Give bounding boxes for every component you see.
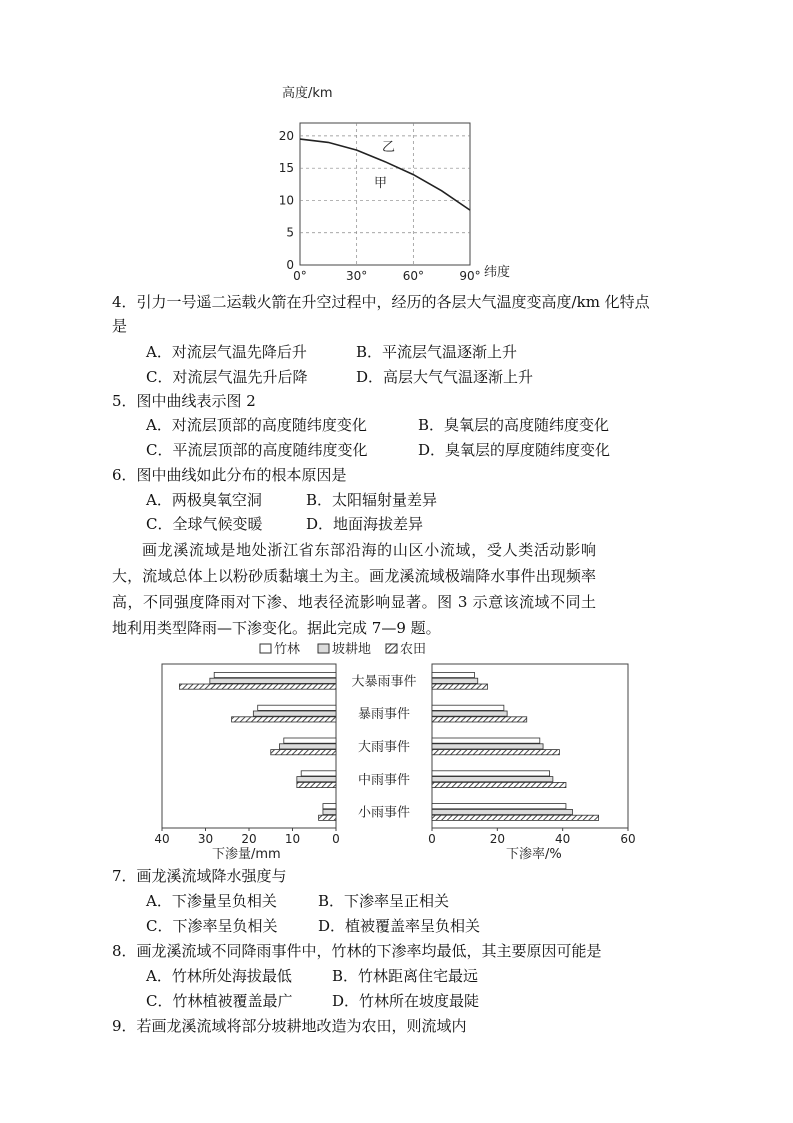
- fig3-legend: [260, 641, 426, 657]
- left-bar-坡耕地: [297, 777, 336, 782]
- right-bar-坡耕地: [432, 744, 543, 749]
- q7-options-row2: [146, 914, 480, 938]
- right-bar-坡耕地: [432, 809, 572, 814]
- fig2-xtick-label: 30°: [346, 269, 368, 283]
- q5-options-row2: [146, 438, 610, 462]
- q8-options-row2: [146, 989, 479, 1013]
- left-bar-坡耕地: [210, 678, 336, 683]
- q6-option-a: A．两极臭氧空洞: [146, 491, 262, 509]
- right-bar-竹林: [432, 672, 474, 677]
- q5-option-a: A．对流层顶部的高度随纬度变化: [146, 416, 367, 434]
- fig2-ticks: [279, 129, 481, 283]
- figure-2-line-chart: [270, 75, 530, 285]
- q4-options-row1: [146, 340, 517, 364]
- fig3-ticks: [154, 828, 635, 846]
- left-bar-农田: [319, 815, 336, 820]
- q5-option-b: B．臭氧层的高度随纬度变化: [418, 416, 610, 434]
- fig3-left-tick-label: 20: [241, 832, 257, 846]
- right-bar-竹林: [432, 738, 540, 743]
- figure-3-bar-chart: [150, 636, 650, 866]
- fig2-ylabel: 高度/km: [282, 86, 333, 101]
- left-bar-农田: [179, 684, 336, 689]
- left-bar-坡耕地: [253, 711, 336, 716]
- q7-options-row1: [146, 889, 449, 913]
- category-label-1: 大暴雨事件: [351, 674, 417, 690]
- q5-stem: 5．图中曲线表示图 2: [112, 392, 256, 410]
- q6-stem: 6．图中曲线如此分布的根本原因是: [112, 466, 347, 484]
- q6-options-row2: [146, 512, 423, 536]
- left-bar-竹林: [258, 705, 336, 710]
- left-bar-竹林: [301, 771, 336, 776]
- category-label-2: 暴雨事件: [357, 707, 411, 723]
- right-bar-农田: [432, 815, 599, 820]
- q4-option-d: D．高层大气气温逐渐上升: [356, 368, 534, 386]
- q6-options-row1: [146, 488, 437, 512]
- fig3-left-tick-label: 0: [332, 832, 340, 846]
- fig3-right-xlabel: 下渗率/%: [506, 847, 562, 862]
- q7-option-b: B．下渗率呈正相关: [318, 892, 450, 910]
- legend-swatch-2: [318, 644, 329, 653]
- q8-option-d: D．竹林所在坡度最陡: [332, 992, 480, 1010]
- fig2-xlabel: 纬度: [484, 265, 511, 280]
- left-bar-农田: [232, 717, 336, 722]
- right-bar-竹林: [432, 804, 566, 809]
- q7-option-d: D．植被覆盖率呈负相关: [318, 917, 481, 935]
- fig3-right-tick-label: 40: [555, 832, 571, 846]
- fig2-ytick-label: 15: [278, 161, 294, 176]
- right-bar-坡耕地: [432, 777, 553, 782]
- passage-7-9: 画龙溪流域是地处浙江省东部沿海的山区小流域，受人类活动影响大，流域总体上以粉砂质黏壤土为主。画龙溪流域极端降水事件出现频率高，不同强度降雨对下渗、地表径流影响显著。图 3 示意该流域不同土地利用类型降雨—下渗变化。据此完成 7—9 题。: [112, 541, 596, 637]
- fig3-left-tick-label: 40: [154, 832, 170, 846]
- left-bar-农田: [271, 750, 336, 755]
- q6-option-b: B．太阳辐射量差异: [306, 491, 438, 509]
- fig2-ytick-label: 10: [278, 193, 294, 208]
- legend-label-2: 坡耕地: [332, 642, 372, 657]
- left-bar-竹林: [284, 738, 336, 743]
- fig2-xtick-label: 0°: [293, 269, 307, 283]
- q6-option-c: C．全球气候变暖: [146, 515, 263, 533]
- left-bar-竹林: [214, 672, 336, 677]
- q6-option-d: D．地面海拔差异: [306, 515, 424, 533]
- fig2-ytick-label: 5: [286, 225, 294, 240]
- q9-stem: 9．若画龙溪流域将部分坡耕地改造为农田，则流域内: [112, 1017, 467, 1035]
- legend-label-3: 农田: [400, 642, 427, 657]
- category-label-5: 小雨事件: [357, 805, 411, 821]
- right-bar-农田: [432, 717, 527, 722]
- q7-stem: 7．画龙溪流域降水强度与: [112, 867, 287, 885]
- legend-swatch-1: [260, 644, 271, 653]
- q8-option-c: C．竹林植被覆盖最广: [146, 992, 293, 1010]
- fig2-xtick-label: 60°: [402, 269, 424, 283]
- left-bar-竹林: [323, 804, 336, 809]
- right-bar-坡耕地: [432, 711, 507, 716]
- q4-option-a: A．对流层气温先降后升: [146, 343, 307, 361]
- fig3-right-tick-label: 60: [620, 832, 636, 846]
- fig2-label-yi: 乙: [382, 140, 396, 155]
- right-bar-坡耕地: [432, 678, 478, 683]
- q5-option-c: C．平流层顶部的高度随纬度变化: [146, 441, 368, 459]
- q4-stem-line2: 是: [112, 317, 128, 335]
- left-bar-坡耕地: [279, 744, 336, 749]
- right-bar-农田: [432, 750, 559, 755]
- fig3-category-labels: [351, 673, 416, 820]
- q8-stem: 8．画龙溪流域不同降雨事件中，竹林的下渗率均最低，其主要原因可能是: [112, 942, 602, 960]
- fig2-ytick-label: 20: [278, 128, 294, 143]
- q4-stem-line1: 4．引力一号遥二运载火箭在升空过程中，经历的各层大气温度变高度/km 化特点: [112, 293, 650, 311]
- right-bar-农田: [432, 684, 488, 689]
- q4-option-c: C．对流层气温先升后降: [146, 368, 308, 386]
- fig2-ytick-label: 0: [286, 258, 294, 272]
- fig2-label-jia: 甲: [374, 176, 388, 191]
- left-bar-坡耕地: [323, 809, 336, 814]
- fig3-left-xlabel: 下渗量/mm: [212, 847, 281, 862]
- q7-option-a: A．下渗量呈负相关: [146, 892, 277, 910]
- q8-options-row1: [146, 964, 478, 988]
- left-bar-农田: [297, 782, 336, 787]
- fig3-right-tick-label: 0: [428, 832, 436, 846]
- q7-option-c: C．下渗率呈负相关: [146, 917, 278, 935]
- legend-swatch-3: [386, 644, 397, 653]
- fig3-right-tick-label: 20: [489, 832, 505, 846]
- q4-option-b: B．平流层气温逐渐上升: [356, 343, 518, 361]
- q5-options-row1: [146, 413, 609, 437]
- category-label-4: 中雨事件: [357, 772, 411, 788]
- fig3-left-tick-label: 10: [284, 832, 301, 846]
- q8-option-a: A．竹林所处海拔最低: [146, 967, 292, 985]
- right-bar-竹林: [432, 705, 504, 710]
- q5-option-d: D．臭氧层的厚度随纬度变化: [418, 441, 611, 459]
- q8-option-b: B．竹林距离住宅最远: [332, 967, 479, 985]
- q4-options-row2: [146, 365, 533, 389]
- fig3-left-tick-label: 30: [197, 832, 214, 846]
- right-bar-农田: [432, 782, 566, 787]
- category-label-3: 大雨事件: [357, 740, 411, 755]
- right-bar-竹林: [432, 771, 550, 776]
- fig2-xtick-label: 90°: [459, 269, 481, 283]
- legend-label-1: 竹林: [274, 642, 301, 657]
